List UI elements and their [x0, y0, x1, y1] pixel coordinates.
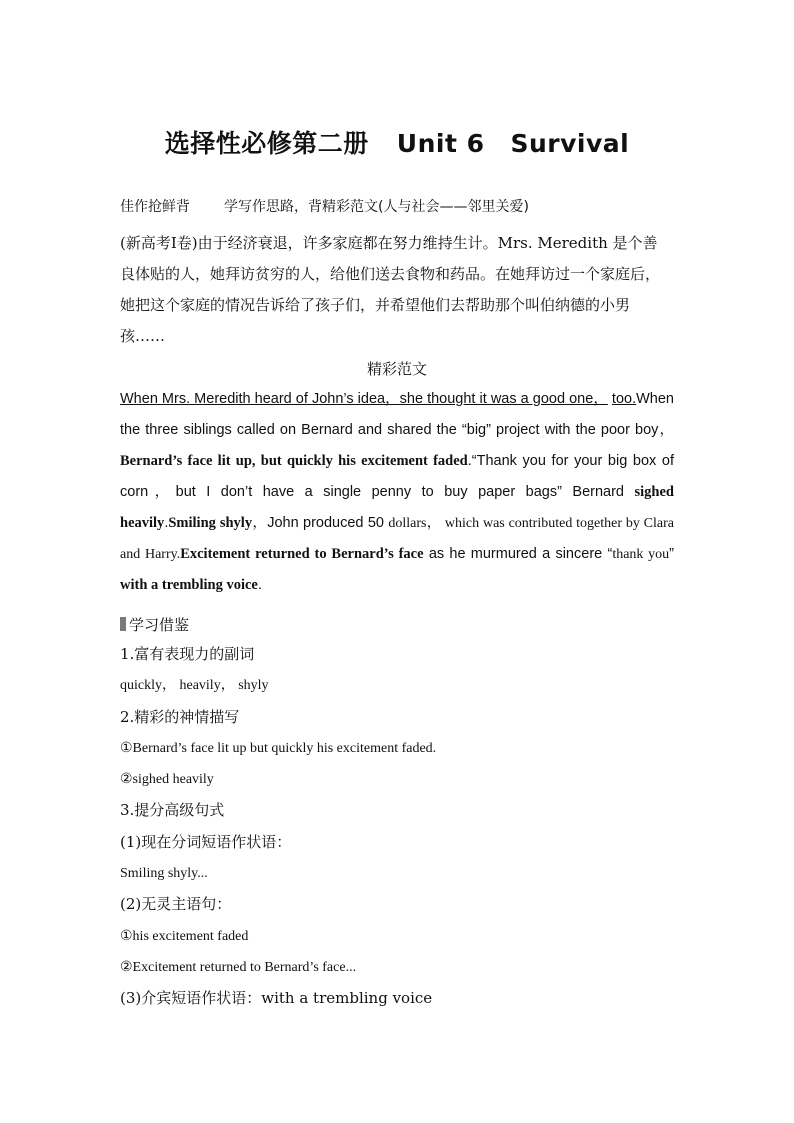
model-essay — [120, 384, 674, 601]
prompt-line: (新高考Ⅰ卷)由于经济衰退，许多家庭都在努力维持生计。Mrs. Meredith 是个善 — [120, 234, 658, 252]
title-name: Survival — [510, 129, 630, 158]
highlight-phrase: Smiling shyly — [168, 515, 253, 531]
essay-text: ” — [669, 546, 674, 562]
learn-item: (2)无灵主语句： — [120, 895, 232, 914]
learn-item: ②sighed heavily — [120, 772, 214, 788]
essay-heading: 精彩范文 — [366, 360, 427, 378]
title-unit: Unit 6 — [396, 129, 485, 158]
section-subtitle: 学写作思路，背精彩范文(人与社会——邻里关爱) — [224, 199, 529, 215]
learn-item: quickly， heavily， shyly — [120, 678, 269, 694]
essay-text: dollars， which was contributed together by Clara and Harry. — [120, 516, 674, 562]
learn-item: ②Excitement returned to Bernard’s face... — [120, 959, 357, 975]
learn-item: 1.富有表现力的副词 — [120, 645, 255, 663]
title-chinese: 选择性必修第二册 — [164, 129, 369, 158]
prompt-line: 良体贴的人，她拜访贫穷的人，给他们送去食物和药品。在她拜访过一个家庭后， — [120, 265, 661, 283]
essay-text: . — [164, 515, 169, 531]
underlined-sentence-end: too. — [611, 391, 637, 407]
learn-item: ①his excitement faded — [120, 928, 249, 944]
essay-text: as he murmured a sincere “ — [423, 546, 613, 562]
learn-list — [120, 639, 674, 1015]
highlight-phrase: Excitement returned to Bernard’s face — [180, 546, 424, 562]
quoted-text: thank you — [612, 547, 670, 562]
page-title — [0, 126, 794, 162]
learn-item: (1)现在分词短语作状语： — [120, 832, 292, 851]
underlined-sentence: When Mrs. Meredith heard of John’s idea，she thought it was a good one， — [120, 391, 608, 407]
section-header — [120, 194, 674, 220]
document-body — [120, 194, 674, 1015]
highlight-phrase: sighed heavily — [120, 484, 674, 531]
prompt-line: 她把这个家庭的情况告诉给了孩子们，并希望他们去帮助那个叫伯纳德的小男 — [120, 296, 631, 314]
highlight-phrase: with a trembling voice — [120, 577, 258, 593]
task-prompt — [120, 228, 674, 352]
section-label: 佳作抢鲜背 — [120, 199, 190, 215]
essay-text: .“Thank you for your big box of corn，but I don’t have a single penny to buy paper bags” Bernard — [120, 453, 674, 500]
learn-item: Smiling shyly... — [120, 866, 208, 882]
learn-heading-text: 学习借鉴 — [129, 616, 190, 634]
prompt-line: 孩…… — [120, 327, 166, 345]
learn-heading — [120, 611, 674, 639]
learn-item: (3)介宾短语作状语：with a trembling voice — [120, 989, 433, 1008]
learn-item: 2.精彩的神情描写 — [120, 707, 240, 726]
essay-text: ，John produced 50 — [252, 515, 389, 531]
section-marker-icon — [120, 617, 126, 631]
essay-text: . — [257, 577, 262, 593]
learn-item: ①Bernard’s face lit up but quickly his excitement faded. — [120, 740, 437, 756]
highlight-phrase: Bernard’s face lit up, but quickly his excitement faded — [120, 453, 468, 469]
learn-item: 3.提分高级句式 — [120, 801, 225, 820]
essay-text: When the three siblings called on Bernard and shared the “big” project with the poor boy， — [120, 391, 674, 438]
